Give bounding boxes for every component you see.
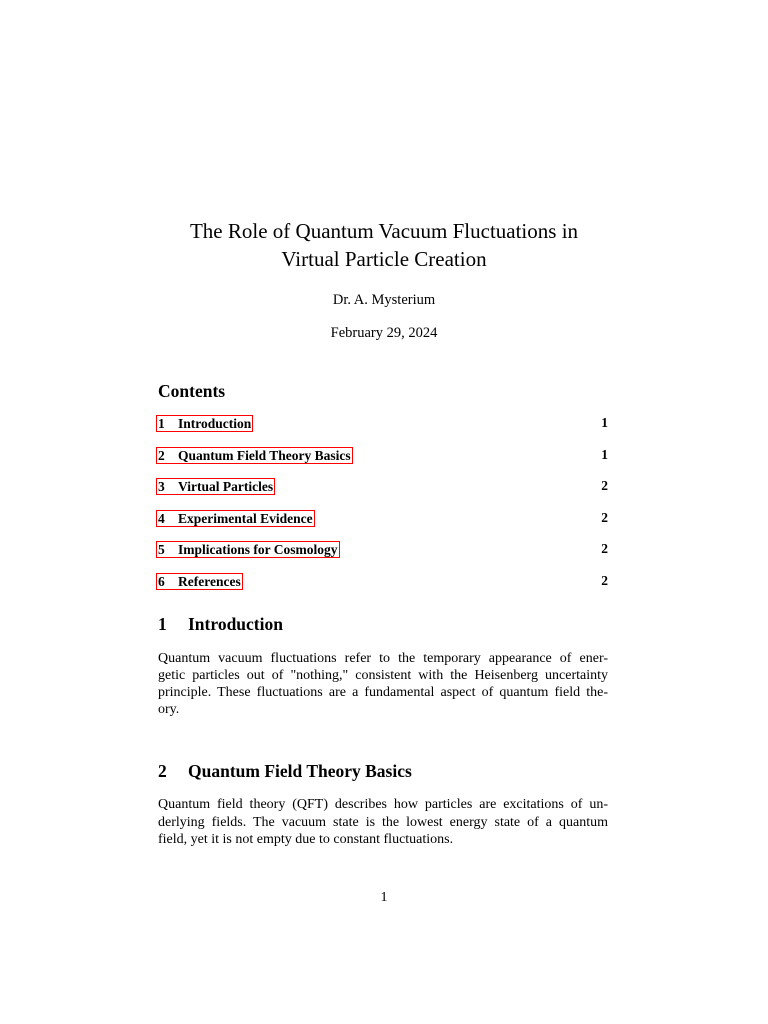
toc-entry-number: 3 <box>158 479 165 495</box>
author: Dr. A. Mysterium <box>332 292 436 308</box>
introduction-paragraph <box>158 650 608 718</box>
page-number: 1 <box>380 890 388 905</box>
paragraph-line: principle. These fluctuations are a fundamental aspect of quantum field the- <box>158 685 608 700</box>
toc-entry-title: Introduction <box>178 416 252 432</box>
toc-entry-page: 2 <box>601 573 608 588</box>
toc-entry-references <box>156 571 608 591</box>
toc-link-cosmology[interactable] <box>156 541 340 558</box>
toc-entry-number: 5 <box>158 542 165 558</box>
paragraph-line: Quantum vacuum fluctuations refer to the temporary appearance of ener- <box>158 651 608 666</box>
toc-link-qft-basics[interactable] <box>156 447 353 464</box>
toc-link-introduction[interactable] <box>156 415 253 432</box>
toc-entry-page: 1 <box>601 447 608 462</box>
section-number: 1 <box>158 614 167 634</box>
paragraph-line: ory. <box>158 702 180 717</box>
toc-entry-title: Virtual Particles <box>178 479 274 495</box>
toc-link-references[interactable] <box>156 573 243 590</box>
title-line-2: Virtual Particle Creation <box>281 247 487 271</box>
toc-entry-introduction <box>156 413 608 433</box>
document-title <box>0 217 768 273</box>
toc-entry-page: 2 <box>601 510 608 525</box>
toc-entry-number: 4 <box>158 511 165 527</box>
toc-entry-number: 6 <box>158 574 165 590</box>
toc-entry-number: 2 <box>158 448 165 464</box>
qft-basics-paragraph <box>158 796 608 849</box>
toc-entry-cosmology <box>156 539 608 559</box>
toc-entry-title: Implications for Cosmology <box>178 542 338 558</box>
toc-entry-experimental-evidence <box>156 508 608 528</box>
toc-entry-number: 1 <box>158 416 165 432</box>
paragraph-line: Quantum field theory (QFT) describes how particles are excitations of un- <box>158 797 608 812</box>
toc-entry-qft-basics <box>156 445 608 465</box>
section-title: Quantum Field Theory Basics <box>188 761 412 781</box>
toc-entry-page: 1 <box>601 415 608 430</box>
paragraph-line: getic particles out of "nothing," consistent with the Heisenberg uncertainty <box>158 668 608 683</box>
section-heading-introduction <box>158 612 283 636</box>
paragraph-line: field, yet it is not empty due to constant fluctuations. <box>158 832 454 847</box>
toc-entry-page: 2 <box>601 478 608 493</box>
toc-entry-title: References <box>178 574 241 590</box>
title-line-1: The Role of Quantum Vacuum Fluctuations in <box>189 219 579 243</box>
toc-entry-title: Experimental Evidence <box>178 511 313 527</box>
contents-heading: Contents <box>158 381 226 401</box>
toc-link-virtual-particles[interactable] <box>156 478 275 495</box>
toc-entry-title: Quantum Field Theory Basics <box>178 448 351 464</box>
paragraph-line: derlying fields. The vacuum state is the lowest energy state of a quantum <box>158 814 608 830</box>
date: February 29, 2024 <box>330 325 438 341</box>
section-title: Introduction <box>188 614 283 634</box>
section-number: 2 <box>158 761 167 781</box>
toc-entry-page: 2 <box>601 541 608 556</box>
section-heading-qft-basics <box>158 759 412 783</box>
toc-entry-virtual-particles <box>156 476 608 496</box>
toc-link-experimental-evidence[interactable] <box>156 510 315 527</box>
